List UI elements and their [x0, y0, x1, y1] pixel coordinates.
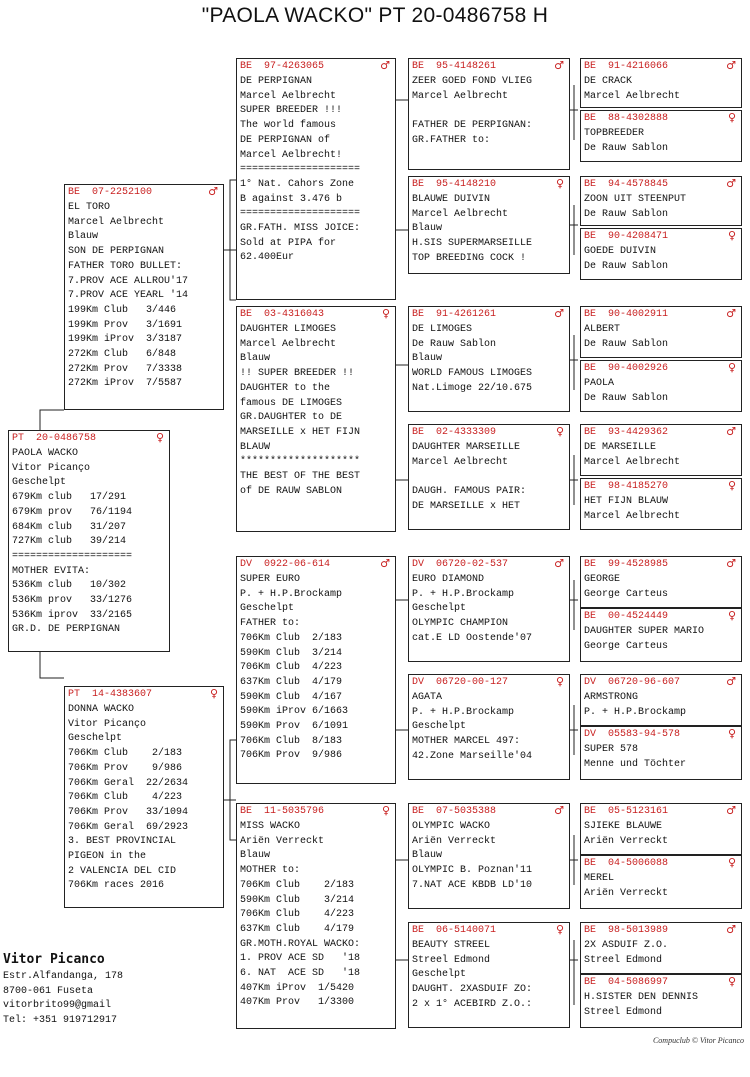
detail-line: 199Km Prov 3/1691 — [68, 319, 183, 331]
detail-line: George Carteus — [584, 588, 669, 600]
pigeon-details — [240, 75, 392, 266]
pigeon-card-g4 — [580, 228, 742, 280]
pigeon-card-g5 — [580, 306, 742, 358]
detail-line: Ariën Verreckt — [584, 835, 669, 847]
detail-line: MEREL — [584, 873, 615, 884]
detail-line: 199Km iProv 3/3187 — [68, 334, 183, 346]
detail-line: Blauw — [240, 850, 271, 862]
pigeon-details — [68, 201, 220, 392]
detail-line: GR.MOTH.ROYAL WACKO: — [240, 938, 361, 950]
detail-line: ZOON UIT STEENPUT — [584, 194, 687, 205]
detail-line: Streel Edmond — [412, 954, 491, 966]
detail-line: Geschelpt — [68, 733, 123, 745]
detail-line: Geschelpt — [12, 477, 67, 489]
detail-line: MARSEILLE x HET FIJN — [240, 426, 361, 438]
detail-line: 2 x 1° ACEBIRD Z.O.: — [412, 998, 533, 1010]
detail-line: 7.PROV ACE YEARL '14 — [68, 290, 189, 302]
detail-line: Marcel Aelbrecht — [68, 216, 165, 228]
detail-line: 706Km Prov 9/986 — [68, 762, 183, 774]
ring-number: DV 06720-96-607 — [584, 677, 681, 688]
detail-line: Marcel Aelbrecht — [584, 456, 681, 468]
breeder-phone: Tel: +351 919712917 — [3, 1014, 118, 1026]
detail-line: Geschelpt — [412, 721, 467, 733]
ring-number: BE 03-4316043 — [240, 309, 325, 320]
pigeon-details — [584, 743, 738, 772]
pigeon-card-fff — [408, 58, 570, 170]
pigeon-details — [584, 872, 738, 901]
detail-line: 3. BEST PROVINCIAL — [68, 836, 177, 848]
female-icon: ♀ — [727, 361, 736, 374]
detail-line: P. + H.P.Brockamp — [412, 588, 515, 600]
detail-line: 7.PROV ACE ALLROU'17 — [68, 275, 189, 287]
male-icon: ♂ — [726, 675, 736, 688]
detail-line: DE PERPIGNAN — [240, 76, 313, 87]
detail-line: MOTHER to: — [240, 865, 301, 877]
detail-line: Marcel Aelbrecht — [240, 90, 337, 102]
detail-line: ==================== — [12, 550, 133, 562]
female-icon: ♀ — [381, 307, 390, 320]
detail-line: Geschelpt — [412, 969, 467, 981]
detail-line: GOEDE DUIVIN — [584, 246, 657, 257]
pigeon-details — [584, 991, 738, 1020]
detail-line: TOPBREEDER — [584, 128, 645, 139]
detail-line: P. + H.P.Brockamp — [584, 706, 687, 718]
female-icon: ♀ — [555, 675, 564, 688]
female-icon: ♀ — [555, 425, 564, 438]
detail-line: Sold at PIPA for — [240, 237, 337, 249]
pigeon-card-mmf — [408, 803, 570, 909]
detail-line: 706Km Geral 22/2634 — [68, 777, 189, 789]
detail-line: 706Km Prov 9/986 — [240, 750, 343, 762]
detail-line: FATHER DE PERPIGNAN: — [412, 120, 533, 132]
female-icon: ♀ — [155, 431, 164, 444]
detail-line: George Carteus — [584, 640, 669, 652]
female-icon: ♀ — [727, 479, 736, 492]
detail-line: 272Km Prov 7/3338 — [68, 363, 183, 375]
detail-line: DE PERPIGNAN of — [240, 134, 331, 146]
detail-line: De Rauw Sablon — [584, 338, 669, 350]
detail-line: TOP BREEDING COCK ! — [412, 252, 527, 264]
detail-line: 727Km club 39/214 — [12, 536, 127, 548]
detail-line: Blauw — [412, 353, 443, 365]
detail-line: GR.FATHER to: — [412, 134, 491, 146]
female-icon: ♀ — [727, 229, 736, 242]
detail-line: Blauw — [412, 850, 443, 862]
male-icon: ♂ — [726, 804, 736, 817]
detail-line: 590Km Prov 6/1091 — [240, 721, 349, 733]
ring-number: BE 94-4578845 — [584, 179, 669, 190]
detail-line: DAUGHTER MARSEILLE — [412, 442, 521, 453]
detail-line: DE CRACK — [584, 76, 633, 87]
detail-line: GR.FATH. MISS JOICE: — [240, 223, 361, 235]
detail-line: DAUGHT. 2XASDUIF ZO: — [412, 984, 533, 996]
detail-line: DAUGHTER SUPER MARIO — [584, 626, 705, 637]
detail-line: 590Km Club 3/214 — [240, 647, 343, 659]
detail-line: FATHER to: — [240, 618, 301, 630]
detail-line: Marcel Aelbrecht — [240, 338, 337, 350]
detail-line: Blauw — [68, 231, 99, 243]
pigeon-card-fmm — [408, 424, 570, 530]
male-icon: ♂ — [726, 557, 736, 570]
detail-line: 407Km iProv 1/5420 — [240, 982, 355, 994]
detail-line: SJIEKE BLAUWE — [584, 821, 663, 832]
detail-line: 7.NAT ACE KBDB LD'10 — [412, 879, 533, 891]
ring-number: PT 20-0486758 — [12, 433, 97, 444]
breeder-info — [3, 950, 123, 1028]
ring-number: BE 00-4524449 — [584, 611, 669, 622]
female-icon: ♀ — [209, 687, 218, 700]
detail-line: DAUGHTER to the — [240, 382, 331, 394]
pigeon-card-g16 — [580, 974, 742, 1028]
ring-number: PT 14-4383607 — [68, 689, 153, 700]
detail-line: Blauw — [412, 223, 443, 235]
detail-line: Blauw — [240, 353, 271, 365]
detail-line: HET FIJN BLAUW — [584, 496, 669, 507]
ring-number: BE 90-4002926 — [584, 363, 669, 374]
pigeon-details — [412, 75, 566, 149]
pigeon-card-mf — [236, 556, 396, 784]
pigeon-card-mfm — [408, 674, 570, 780]
pigeon-card-fmf — [408, 306, 570, 412]
ring-number: BE 90-4208471 — [584, 231, 669, 242]
pigeon-card-g9 — [580, 556, 742, 608]
detail-line: 684Km club 31/207 — [12, 521, 127, 533]
ring-number: BE 93-4429362 — [584, 427, 669, 438]
detail-line: 2X ASDUIF Z.O. — [584, 940, 669, 951]
detail-line: 1. PROV ACE SD '18 — [240, 953, 361, 965]
pigeon-card-g2 — [580, 110, 742, 162]
detail-line: Marcel Aelbrecht — [584, 510, 681, 522]
detail-line: 706Km Prov 33/1094 — [68, 806, 189, 818]
ring-number: DV 0922-06-614 — [240, 559, 331, 570]
pigeon-details — [412, 573, 566, 647]
detail-line: GR.D. DE PERPIGNAN — [12, 624, 121, 636]
pigeon-details — [584, 323, 738, 352]
detail-line: 590Km iProv 6/1663 — [240, 706, 349, 718]
pigeon-card-g3 — [580, 176, 742, 226]
breeder-address: Estr.Alfandanga, 178 — [3, 971, 124, 982]
detail-line — [412, 470, 566, 485]
pigeon-details — [240, 820, 392, 1011]
detail-line: OLYMPIC B. Poznan'11 — [412, 865, 533, 877]
detail-line: of DE RAUW SABLON — [240, 485, 343, 497]
detail-line: 536Km iprov 33/2165 — [12, 609, 133, 621]
detail-line: Streel Edmond — [584, 954, 663, 966]
pigeon-card-father — [64, 184, 224, 410]
pigeon-details — [584, 127, 738, 156]
detail-line: MOTHER EVITA: — [12, 565, 91, 577]
detail-line: EL TORO — [68, 202, 111, 213]
pigeon-card-g6 — [580, 360, 742, 412]
male-icon: ♂ — [380, 557, 390, 570]
pigeon-card-ff — [236, 58, 396, 300]
detail-line: GEORGE — [584, 574, 621, 585]
detail-line: PAOLA — [584, 378, 615, 389]
detail-line: MISS WACKO — [240, 821, 301, 832]
detail-line: Streel Edmond — [584, 1006, 663, 1018]
detail-line: 407Km Prov 1/3300 — [240, 997, 355, 1009]
pigeon-details — [412, 939, 566, 1013]
detail-line: 1° Nat. Cahors Zone — [240, 178, 355, 190]
pigeon-card-g12 — [580, 726, 742, 780]
detail-line: 706Km Club 2/183 — [240, 879, 355, 891]
detail-line: OLYMPIC CHAMPION — [412, 618, 509, 630]
breeder-email: vitorbrito99@gmail — [3, 1000, 112, 1011]
ring-number: DV 06720-00-127 — [412, 677, 509, 688]
female-icon: ♀ — [727, 609, 736, 622]
ring-number: BE 07-5035388 — [412, 806, 497, 817]
pigeon-details — [584, 939, 738, 968]
detail-line: Marcel Aelbrecht — [412, 456, 509, 468]
ring-number: BE 88-4302888 — [584, 113, 669, 124]
detail-line: 706Km Club 2/183 — [68, 748, 183, 760]
detail-line: 706Km Club 4/223 — [240, 909, 355, 921]
ring-number: BE 05-5123161 — [584, 806, 669, 817]
pigeon-card-fm — [236, 306, 396, 532]
detail-line: BLAUW — [240, 441, 271, 453]
detail-line: Ariën Verreckt — [584, 887, 669, 899]
detail-line: ******************** — [240, 456, 361, 468]
ring-number: BE 07-2252100 — [68, 187, 153, 198]
pigeon-details — [584, 245, 738, 274]
pigeon-details — [412, 323, 566, 397]
pigeon-card-mother — [64, 686, 224, 908]
detail-line: BEAUTY STREEL — [412, 940, 491, 951]
detail-line: SUPER 578 — [584, 744, 639, 755]
pigeon-details — [412, 820, 566, 894]
detail-line: 62.400Eur — [240, 252, 295, 264]
female-icon: ♀ — [555, 923, 564, 936]
detail-line: The world famous — [240, 120, 337, 132]
ring-number: BE 95-4148210 — [412, 179, 497, 190]
ring-number: BE 97-4263065 — [240, 61, 325, 72]
pigeon-card-subject — [8, 430, 170, 652]
ring-number: BE 91-4261261 — [412, 309, 497, 320]
female-icon: ♀ — [727, 727, 736, 740]
detail-line: !! SUPER BREEDER !! — [240, 368, 355, 380]
detail-line: 6. NAT ACE SD '18 — [240, 968, 361, 980]
detail-line: 637Km Club 4/179 — [240, 676, 343, 688]
pigeon-card-g8 — [580, 478, 742, 530]
breeder-postcode: 8700-061 Fuseta — [3, 985, 94, 997]
detail-line: 706Km Geral 69/2923 — [68, 821, 189, 833]
detail-line: THE BEST OF THE BEST — [240, 471, 361, 483]
pigeon-details — [584, 377, 738, 406]
detail-line: 679Km prov 76/1194 — [12, 506, 133, 518]
detail-line: B against 3.476 b — [240, 193, 343, 205]
pigeon-details — [12, 447, 166, 638]
detail-line: Geschelpt — [412, 603, 467, 615]
ring-number: DV 05583-94-578 — [584, 729, 681, 740]
pigeon-card-g11 — [580, 674, 742, 726]
detail-line: OLYMPIC WACKO — [412, 821, 491, 832]
page-title: "PAOLA WACKO" PT 20-0486758 H — [201, 4, 549, 27]
detail-line: P. + H.P.Brockamp — [240, 588, 343, 600]
detail-line: P. + H.P.Brockamp — [412, 706, 515, 718]
male-icon: ♂ — [208, 185, 218, 198]
ring-number: BE 11-5035796 — [240, 806, 325, 817]
ring-number: BE 99-4528985 — [584, 559, 669, 570]
ring-number: BE 90-4002911 — [584, 309, 669, 320]
detail-line: De Rauw Sablon — [584, 260, 669, 272]
detail-line: FATHER TORO BULLET: — [68, 260, 183, 272]
detail-line: BLAUWE DUIVIN — [412, 194, 491, 205]
breeder-name: Vitor Picanco — [3, 952, 105, 967]
detail-line: Menne und Töchter — [584, 758, 687, 770]
detail-line: 199Km Club 3/446 — [68, 304, 177, 316]
pigeon-details — [412, 441, 566, 515]
detail-line: 706Km Club 8/183 — [240, 735, 343, 747]
detail-line: Nat.Limoge 22/10.675 — [412, 382, 533, 394]
detail-line: AGATA — [412, 692, 443, 703]
detail-line: De Rauw Sablon — [412, 338, 497, 350]
female-icon: ♀ — [727, 856, 736, 869]
detail-line: EURO DIAMOND — [412, 574, 485, 585]
detail-line: De Rauw Sablon — [584, 392, 669, 404]
detail-line: Marcel Aelbrecht! — [240, 149, 343, 161]
detail-line: 637Km Club 4/179 — [240, 923, 355, 935]
pigeon-details — [412, 193, 566, 267]
detail-line: PAOLA WACKO — [12, 448, 79, 459]
ring-number: BE 02-4333309 — [412, 427, 497, 438]
detail-line: Vitor Picanço — [68, 718, 147, 730]
ring-number: BE 95-4148261 — [412, 61, 497, 72]
detail-line: SUPER BREEDER !!! — [240, 105, 343, 117]
male-icon: ♂ — [554, 307, 564, 320]
pigeon-details — [584, 193, 738, 222]
detail-line: ==================== — [240, 208, 361, 220]
detail-line: 706Km Club 4/223 — [68, 792, 183, 804]
detail-line: MOTHER MARCEL 497: — [412, 736, 521, 748]
ring-number: BE 06-5140071 — [412, 925, 497, 936]
detail-line: 706Km Club 4/223 — [240, 662, 343, 674]
detail-line: 272Km iProv 7/5587 — [68, 378, 183, 390]
ring-number: BE 98-5013989 — [584, 925, 669, 936]
female-icon: ♀ — [555, 177, 564, 190]
pigeon-details — [584, 75, 738, 104]
detail-line: PIGEON in the — [68, 851, 147, 863]
detail-line: 590Km Club 3/214 — [240, 894, 355, 906]
detail-line: Geschelpt — [240, 603, 295, 615]
detail-line: ZEER GOED FOND VLIEG — [412, 76, 533, 87]
pigeon-details — [584, 573, 738, 602]
detail-line: 536Km prov 33/1276 — [12, 595, 133, 607]
detail-line: cat.E LD Oostende'07 — [412, 632, 533, 644]
pigeon-card-mff — [408, 556, 570, 662]
detail-line: 2 VALENCIA DEL CID — [68, 865, 177, 877]
pigeon-details — [584, 625, 738, 654]
detail-line: DE MARSEILLE — [584, 442, 657, 453]
detail-line: WORLD FAMOUS LIMOGES — [412, 368, 533, 380]
detail-line: famous DE LIMOGES — [240, 397, 343, 409]
detail-line: DE LIMOGES — [412, 324, 473, 335]
pigeon-details — [584, 441, 738, 470]
detail-line: DAUGHTER LIMOGES — [240, 324, 337, 335]
pigeon-details — [240, 573, 392, 764]
male-icon: ♂ — [726, 923, 736, 936]
pigeon-card-g1 — [580, 58, 742, 108]
detail-line: H.SIS SUPERMARSEILLE — [412, 238, 533, 250]
pigeon-details — [584, 820, 738, 849]
detail-line: Marcel Aelbrecht — [412, 208, 509, 220]
ring-number: BE 98-4185270 — [584, 481, 669, 492]
detail-line: 679Km club 17/291 — [12, 492, 127, 504]
detail-line: Ariën Verreckt — [240, 835, 325, 847]
detail-line: De Rauw Sablon — [584, 208, 669, 220]
pigeon-details — [240, 323, 392, 499]
detail-line: SON DE PERPIGNAN — [68, 246, 165, 258]
detail-line: ALBERT — [584, 324, 621, 335]
pigeon-card-g7 — [580, 424, 742, 476]
detail-line — [412, 104, 566, 119]
detail-line: ARMSTRONG — [584, 692, 639, 703]
detail-line: Vitor Picanço — [12, 462, 91, 474]
detail-line: Ariën Verreckt — [412, 835, 497, 847]
pigeon-card-mmm — [408, 922, 570, 1028]
pigeon-card-g13 — [580, 803, 742, 855]
pigeon-details — [584, 495, 738, 524]
pigeon-details — [584, 691, 738, 720]
ring-number: DV 06720-02-537 — [412, 559, 509, 570]
detail-line: 706Km Club 2/183 — [240, 632, 343, 644]
female-icon: ♀ — [727, 111, 736, 124]
male-icon: ♂ — [554, 804, 564, 817]
detail-line: DE MARSEILLE x HET — [412, 500, 521, 512]
detail-line: 536Km club 10/302 — [12, 580, 127, 592]
detail-line: H.SISTER DEN DENNIS — [584, 992, 699, 1003]
ring-number: BE 91-4216066 — [584, 61, 669, 72]
male-icon: ♂ — [726, 425, 736, 438]
detail-line: DONNA WACKO — [68, 704, 135, 715]
ring-number: BE 04-5086997 — [584, 977, 669, 988]
male-icon: ♂ — [726, 307, 736, 320]
detail-line: Marcel Aelbrecht — [584, 90, 681, 102]
pigeon-details — [68, 703, 220, 894]
detail-line: DAUGH. FAMOUS PAIR: — [412, 486, 527, 498]
male-icon: ♂ — [380, 59, 390, 72]
detail-line: 706Km races 2016 — [68, 880, 165, 892]
detail-line: GR.DAUGHTER to DE — [240, 412, 343, 424]
male-icon: ♂ — [726, 177, 736, 190]
female-icon: ♀ — [727, 975, 736, 988]
pigeon-card-ffm — [408, 176, 570, 274]
female-icon: ♀ — [381, 804, 390, 817]
pigeon-card-g10 — [580, 608, 742, 662]
male-icon: ♂ — [554, 59, 564, 72]
pigeon-card-g14 — [580, 855, 742, 909]
pigeon-card-mm — [236, 803, 396, 1029]
detail-line: ==================== — [240, 164, 361, 176]
pigeon-card-g15 — [580, 922, 742, 974]
male-icon: ♂ — [554, 557, 564, 570]
detail-line: 590Km Club 4/167 — [240, 691, 343, 703]
detail-line: Marcel Aelbrecht — [412, 90, 509, 102]
detail-line: De Rauw Sablon — [584, 142, 669, 154]
ring-number: BE 04-5006088 — [584, 858, 669, 869]
detail-line: SUPER EURO — [240, 574, 301, 585]
pigeon-details — [412, 691, 566, 765]
detail-line: 42.Zone Marseille'04 — [412, 750, 533, 762]
software-credit: Compuclub © Vitor Picanco — [652, 1036, 744, 1045]
male-icon: ♂ — [726, 59, 736, 72]
detail-line: 272Km Club 6/848 — [68, 349, 177, 361]
